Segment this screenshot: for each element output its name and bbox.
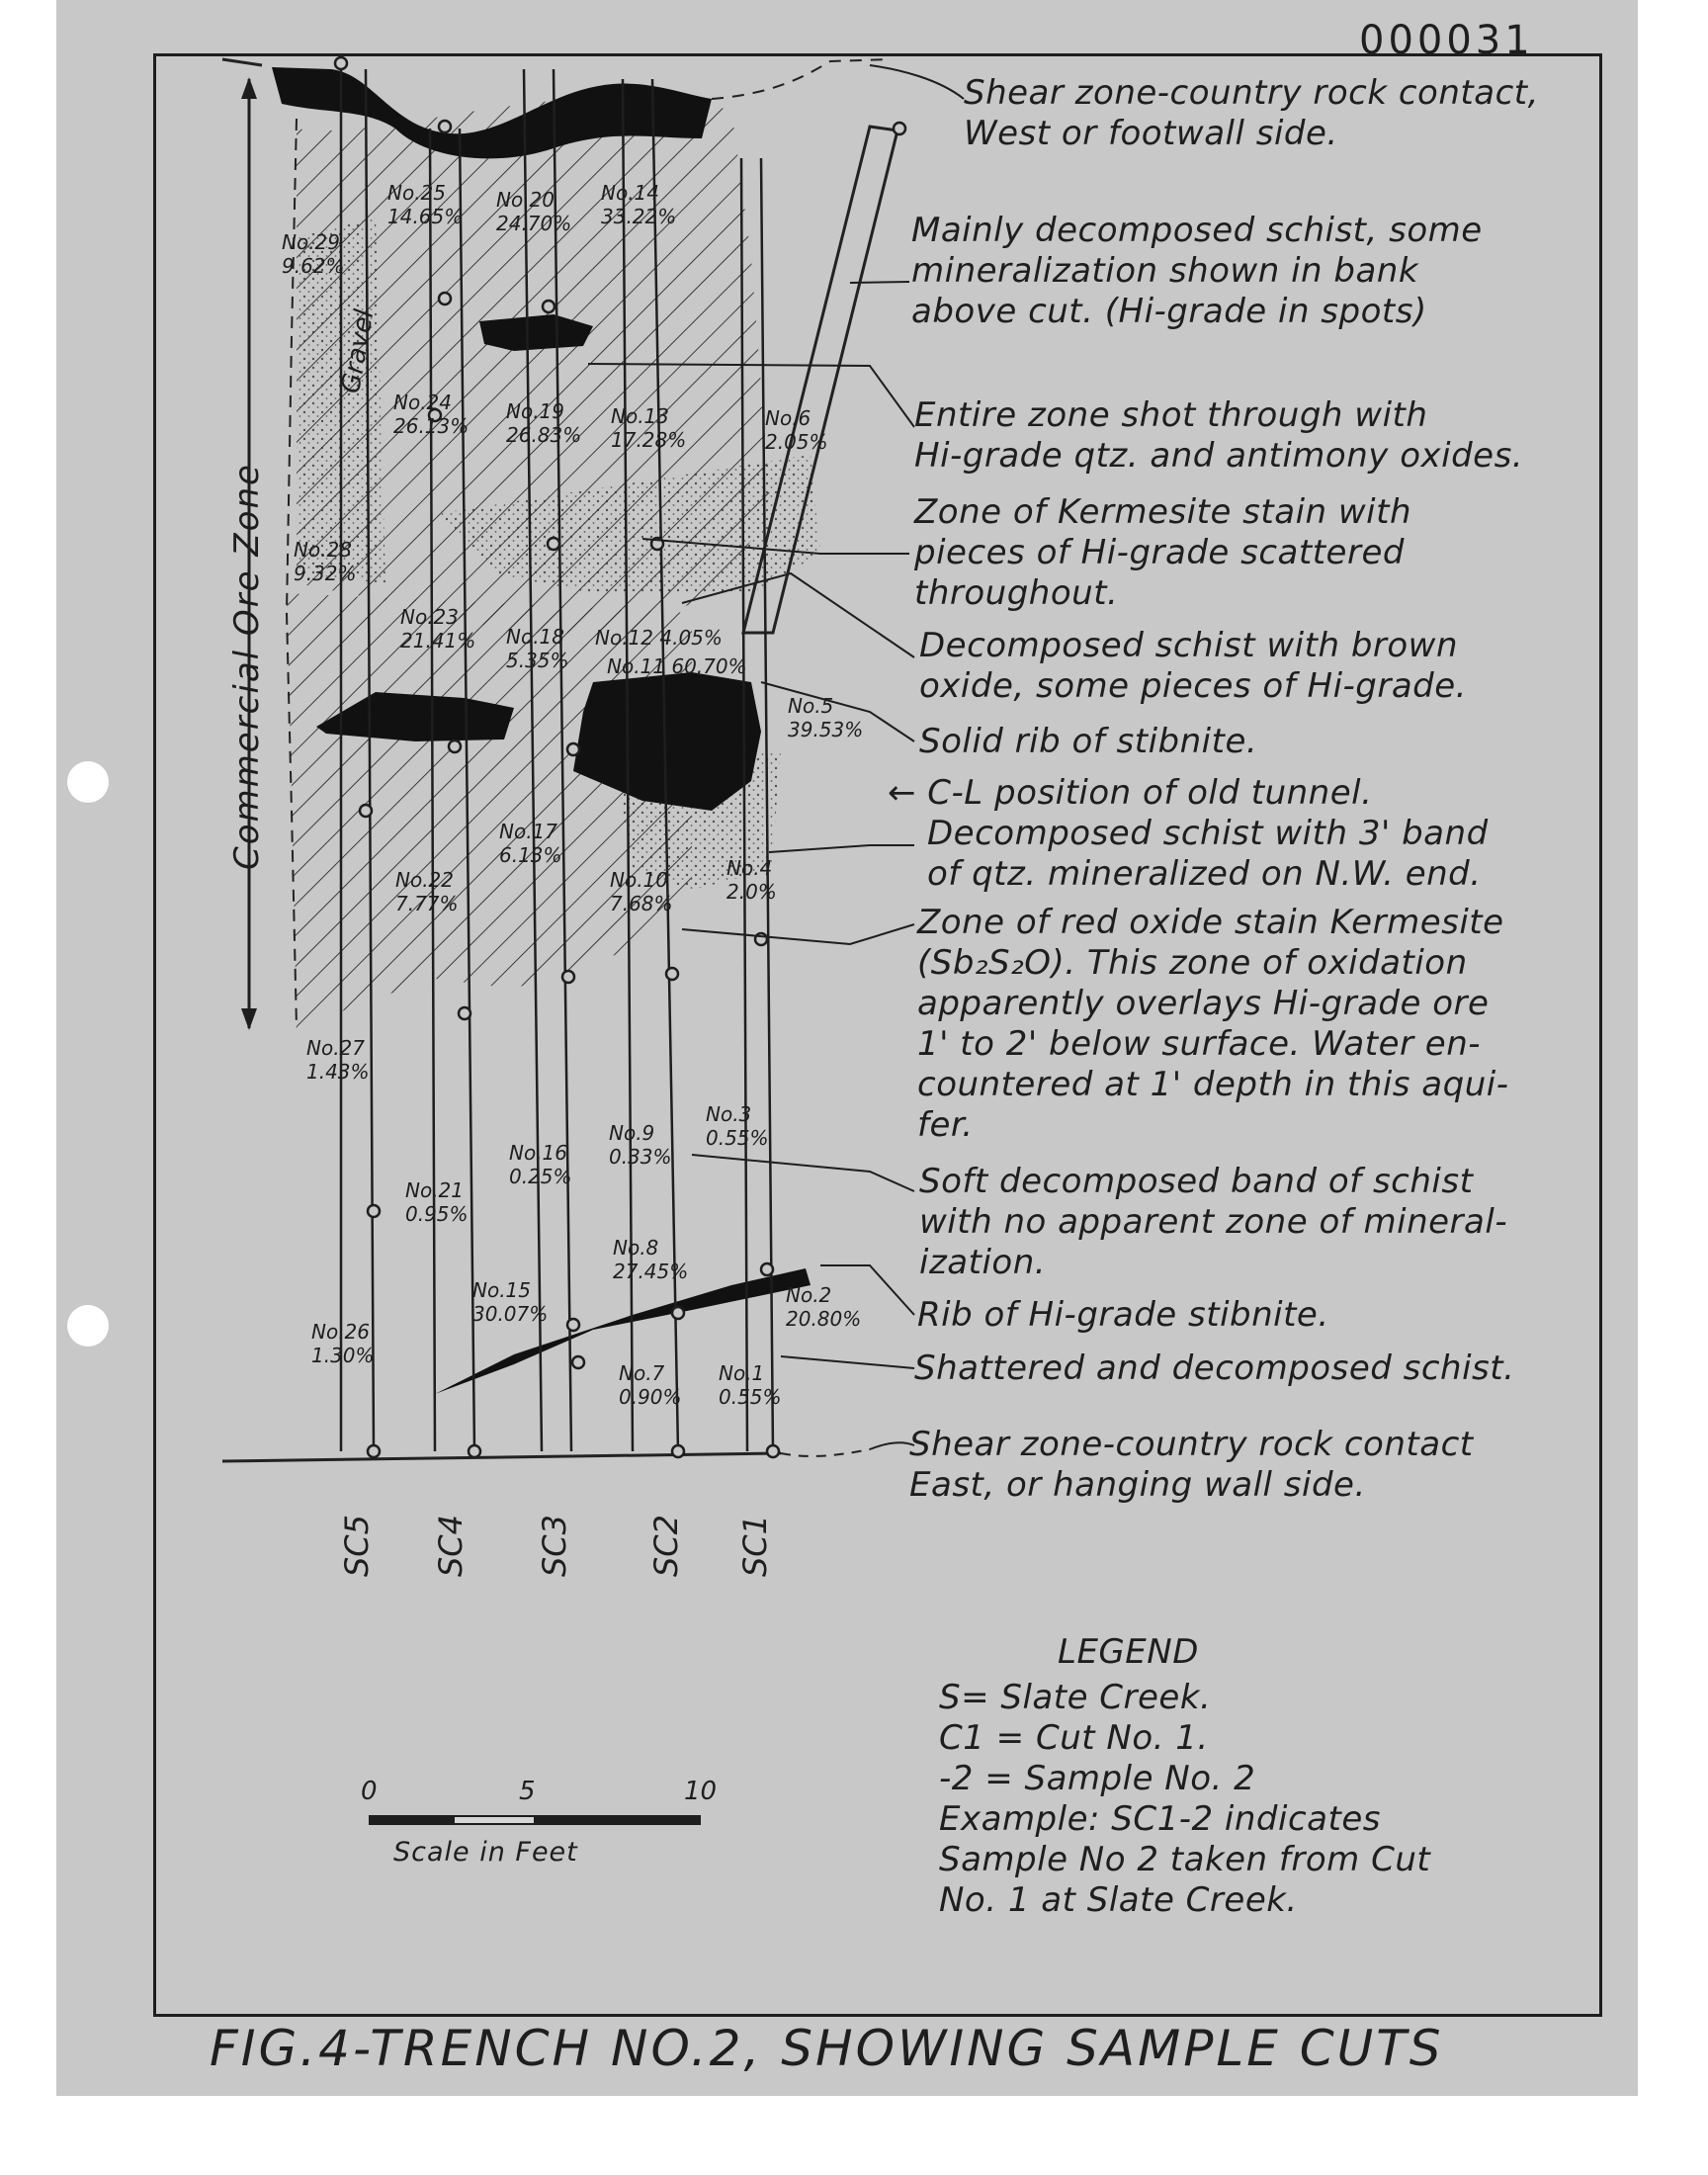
note-brown-oxide: Decomposed schist with brown oxide, some pieces of Hi-grade. bbox=[919, 626, 1467, 706]
scale-label: Scale in Feet bbox=[393, 1837, 578, 1868]
sample-label-28: No.28 9.32% bbox=[294, 538, 357, 585]
cut-label-sc3: SC3 bbox=[536, 1514, 573, 1577]
sample-label-23: No.23 21.41% bbox=[400, 605, 476, 652]
sample-label-6: No.6 2.05% bbox=[765, 406, 828, 454]
note-old-tunnel: ← C-L position of old tunnel. bbox=[888, 773, 1373, 813]
legend-title: LEGEND bbox=[1058, 1632, 1199, 1672]
note-soft-band: Soft decomposed band of schist with no apparent zone of mineral- ization. bbox=[919, 1162, 1508, 1282]
figure-title: FIG.4-TRENCH NO.2, SHOWING SAMPLE CUTS bbox=[210, 2020, 1444, 2077]
legend-body: S= Slate Creek. C1 = Cut No. 1. -2 = Sample No. 2 Example: SC1-2 indicates Sample No 2 taken from Cut No. 1 at Slate Creek. bbox=[939, 1678, 1431, 1920]
gravel-label: Gravel bbox=[336, 306, 381, 396]
note-solid-rib: Solid rib of stibnite. bbox=[919, 722, 1258, 761]
sample-label-8: No.8 27.45% bbox=[613, 1236, 689, 1283]
sample-label-4: No.4 2.0% bbox=[726, 856, 777, 904]
note-red-oxide: Zone of red oxide stain Kermesite (Sb₂S₂O). This zone of oxidation apparently overlays Hi-grade ore 1' to 2' below surface. Water en- countered at 1' depth in this aqui- fer. bbox=[917, 903, 1509, 1145]
sample-label-9: No.9 0.33% bbox=[609, 1121, 672, 1169]
note-entire-zone: Entire zone shot through with Hi-grade qtz. and antimony oxides. bbox=[914, 395, 1524, 476]
note-shattered-schist: Shattered and decomposed schist. bbox=[914, 1348, 1515, 1388]
hanging-wall-contact bbox=[222, 1453, 781, 1461]
note-qtz-band: Decomposed schist with 3' band of qtz. mineralized on N.W. end. bbox=[927, 814, 1489, 894]
sample-label-17: No.17 6.13% bbox=[499, 820, 562, 867]
sample-label-5: No.5 39.53% bbox=[788, 694, 864, 741]
scale-tick-5: 5 bbox=[519, 1777, 536, 1806]
sample-label-21: No.21 0.95% bbox=[405, 1178, 469, 1226]
sample-label-14: No.14 33.22% bbox=[601, 181, 677, 228]
sample-label-10: No.10 7.68% bbox=[610, 868, 673, 915]
scale-bar bbox=[369, 1815, 701, 1825]
sample-label-7: No.7 0.90% bbox=[619, 1361, 682, 1409]
document-number: 000031 bbox=[1359, 18, 1534, 63]
sample-label-20: No.20 24.70% bbox=[496, 188, 572, 235]
note-kermesite-zone: Zone of Kermesite stain with pieces of Hi-grade scattered throughout. bbox=[914, 492, 1411, 613]
sample-label-3: No.3 0.55% bbox=[706, 1102, 769, 1150]
note-west-contact: Shear zone-country rock contact, West or footwall side. bbox=[964, 73, 1539, 153]
sample-label-26: No.26 1.30% bbox=[311, 1320, 375, 1367]
sample-label-12: No.12 4.05% bbox=[595, 626, 723, 650]
sample-label-1: No.1 0.55% bbox=[719, 1361, 782, 1409]
note-hi-grade-rib: Rib of Hi-grade stibnite. bbox=[917, 1295, 1329, 1335]
sample-label-29: No.29 9.62% bbox=[282, 230, 345, 278]
sample-label-18: No.18 5.35% bbox=[506, 625, 569, 672]
note-east-contact: Shear zone-country rock contact East, or hanging wall side. bbox=[909, 1425, 1474, 1505]
sample-label-24: No.24 26.13% bbox=[393, 391, 470, 438]
sample-label-16: No.16 0.25% bbox=[509, 1141, 572, 1188]
cut-label-sc2: SC2 bbox=[647, 1514, 685, 1577]
sample-label-13: No.13 17.28% bbox=[611, 404, 687, 452]
scale-tick-10: 10 bbox=[684, 1777, 718, 1806]
note-decomposed-schist: Mainly decomposed schist, some mineralization shown in bank above cut. (Hi-grade in spots) bbox=[911, 211, 1483, 331]
sample-label-19: No.19 26.83% bbox=[506, 399, 582, 447]
sample-label-27: No.27 1.43% bbox=[306, 1036, 370, 1084]
ore-zone-label: Commercial Ore Zone bbox=[227, 463, 267, 870]
sample-label-2: No.2 20.80% bbox=[786, 1283, 862, 1331]
cut-label-sc5: SC5 bbox=[338, 1514, 376, 1577]
cut-label-sc1: SC1 bbox=[736, 1514, 774, 1577]
scale-tick-0: 0 bbox=[361, 1777, 378, 1806]
sample-label-15: No.15 30.07% bbox=[472, 1278, 549, 1326]
sample-label-11: No.11 60.70% bbox=[607, 654, 747, 678]
sample-label-22: No.22 7.77% bbox=[395, 868, 459, 915]
cut-label-sc4: SC4 bbox=[432, 1514, 470, 1577]
sample-label-25: No.25 14.65% bbox=[387, 181, 464, 228]
